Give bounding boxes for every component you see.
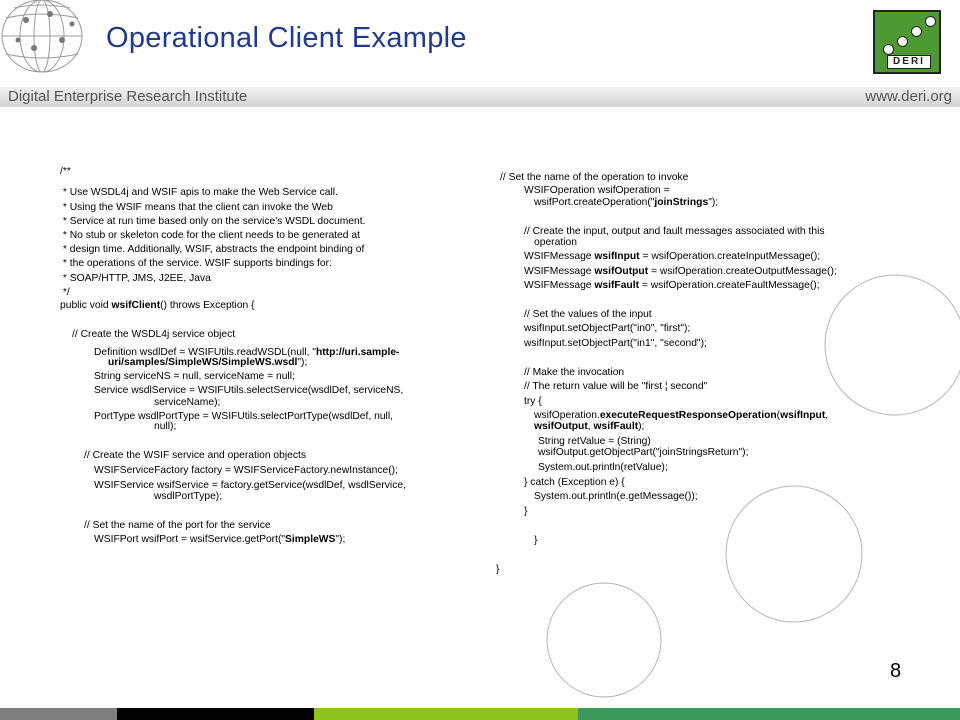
- code-line: WSIFServiceFactory factory = WSIFServiceFactory.newInstance();: [94, 465, 398, 476]
- code-line: */: [60, 287, 70, 298]
- code-line: wsifOperation.executeRequestResponseOperation(wsifInput,: [534, 410, 829, 421]
- code-line: System.out.println(e.getMessage());: [534, 491, 698, 502]
- code-line: WSIFMessage wsifOutput = wsifOperation.createOutputMessage();: [524, 266, 837, 277]
- code-line: * Using the WSIF means that the client can invoke the Web: [60, 202, 333, 213]
- code-line: try {: [524, 396, 542, 407]
- code-line: * SOAP/HTTP, JMS, J2EE, Java: [60, 273, 211, 284]
- code-line: }: [524, 506, 528, 517]
- code-line: // Make the invocation: [524, 367, 625, 378]
- footer-color-bar: [0, 708, 960, 720]
- code-line: * Use WSDL4j and WSIF apis to make the Web Service call.: [60, 187, 338, 198]
- code-line: * the operations of the service. WSIF supports bindings for:: [60, 258, 332, 269]
- code-line: Service wsdlService = WSIFUtils.selectService(wsdlDef, serviceNS,: [94, 385, 404, 396]
- footer-segment: [0, 708, 117, 720]
- code-line: } catch (Exception e) {: [524, 477, 625, 488]
- page-number: 8: [890, 660, 902, 682]
- code-line: }: [534, 535, 538, 546]
- code-line: /**: [60, 166, 71, 177]
- code-line: // Create the WSDL4j service object: [72, 329, 236, 340]
- code-line: WSIFMessage wsifInput = wsifOperation.createInputMessage();: [524, 251, 821, 262]
- code-line: WSIFPort wsifPort = wsifService.getPort("SimpleWS");: [94, 534, 346, 545]
- page-title: Operational Client Example: [106, 22, 467, 54]
- code-line: wsdlPortType);: [154, 491, 223, 502]
- code-line: wsifInput.setObjectPart("in1", "second");: [524, 338, 707, 349]
- institute-name: Digital Enterprise Research Institute: [8, 88, 248, 105]
- code-line: }: [496, 564, 500, 575]
- code-line: uri/samples/SimpleWS/SimpleWS.wsdl");: [108, 357, 308, 368]
- code-line: wsifOutput.getObjectPart("joinStringsReturn");: [538, 447, 749, 458]
- footer-segment: [314, 708, 578, 720]
- code-line: // Create the input, output and fault messages associated with this: [524, 226, 825, 237]
- code-line: wsifInput.setObjectPart("in0", "first");: [524, 323, 691, 334]
- code-line: operation: [534, 237, 577, 248]
- code-line: WSIFMessage wsifFault = wsifOperation.createFaultMessage();: [524, 280, 820, 291]
- code-line: // Set the name of the operation to invoke: [500, 172, 689, 183]
- code-line: PortType wsdlPortType = WSIFUtils.selectPortType(wsdlDef, null,: [94, 411, 393, 422]
- code-line: wsifOutput, wsifFault);: [534, 421, 645, 432]
- code-line: // Create the WSIF service and operation objects: [84, 450, 307, 461]
- logo-text: DERI: [887, 55, 931, 69]
- code-line: String retValue = (String): [538, 436, 651, 447]
- code-line: * No stub or skeleton code for the client needs to be generated at: [60, 230, 360, 241]
- code-line: // Set the name of the port for the service: [84, 520, 271, 531]
- code-line: WSIFOperation wsifOperation =: [524, 185, 670, 196]
- code-line: Definition wsdlDef = WSIFUtils.readWSDL(null, "http://uri.sample-: [94, 347, 400, 358]
- code-line: serviceName);: [154, 397, 221, 408]
- code-line: null);: [154, 421, 177, 432]
- code-line: public void wsifClient() throws Exception {: [60, 300, 255, 311]
- code-line: System.out.println(retValue);: [538, 462, 668, 473]
- code-line: * design time. Additionally, WSIF, abstracts the endpoint binding of: [60, 244, 365, 255]
- website-link[interactable]: www.deri.org: [865, 88, 952, 105]
- code-line: wsifPort.createOperation("joinStrings");: [534, 197, 719, 208]
- footer-segment: [578, 708, 960, 720]
- footer-segment: [117, 708, 314, 720]
- code-line: * Service at run time based only on the service's WSDL document.: [60, 216, 366, 227]
- code-line: // The return value will be "first ¦ second": [524, 381, 708, 392]
- code-line: String serviceNS = null, serviceName = null;: [94, 371, 295, 382]
- code-line: WSIFService wsifService = factory.getService(wsdlDef, wsdlService,: [94, 480, 406, 491]
- code-line: // Set the values of the input: [524, 309, 652, 320]
